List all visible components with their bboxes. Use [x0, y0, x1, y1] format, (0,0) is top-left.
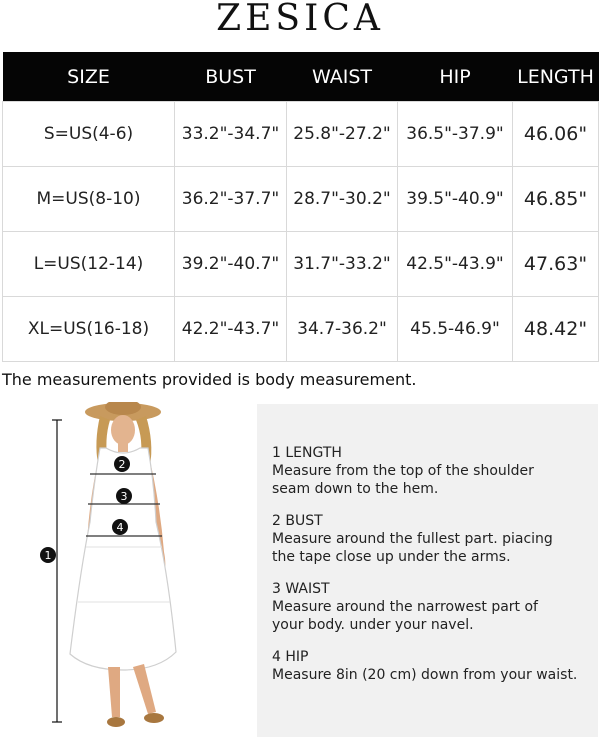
- cell-length: 46.06": [513, 102, 599, 167]
- header-bust: BUST: [175, 52, 287, 102]
- cell-bust: 42.2"-43.7": [175, 297, 287, 362]
- header-size: SIZE: [3, 52, 175, 102]
- cell-hip: 36.5"-37.9": [398, 102, 513, 167]
- cell-bust: 33.2"-34.7": [175, 102, 287, 167]
- table-row: [3, 102, 599, 167]
- cell-size: M=US(8-10): [3, 167, 175, 232]
- table-row: [3, 232, 599, 297]
- cell-length: 47.63": [513, 232, 599, 297]
- measurement-note: The measurements provided is body measurement.: [2, 370, 417, 389]
- cell-bust: 36.2"-37.7": [175, 167, 287, 232]
- cell-waist: 25.8"-27.2": [287, 102, 398, 167]
- guide-heading: 2 BUST: [272, 513, 323, 529]
- guide-item-hip: [272, 648, 582, 684]
- table-header-row: [3, 52, 599, 102]
- header-waist: WAIST: [287, 52, 398, 102]
- header-hip: HIP: [398, 52, 513, 102]
- guide-text: Measure from the top of the shoulder: [272, 463, 534, 479]
- cell-waist: 31.7"-33.2": [287, 232, 398, 297]
- header-length: LENGTH: [513, 52, 599, 102]
- cell-hip: 39.5"-40.9": [398, 167, 513, 232]
- model-figure: [28, 402, 228, 737]
- cell-waist: 28.7"-30.2": [287, 167, 398, 232]
- cell-size: L=US(12-14): [3, 232, 175, 297]
- cell-length: 46.85": [513, 167, 599, 232]
- marker-hip-label: 4: [116, 521, 124, 534]
- guide-heading: 4 HIP: [272, 649, 309, 665]
- guide-text: Measure 8in (20 cm) down from your waist.: [272, 667, 578, 683]
- cell-hip: 42.5"-43.9": [398, 232, 513, 297]
- cell-size: XL=US(16-18): [3, 297, 175, 362]
- brand-logo: ZESICA: [216, 0, 384, 39]
- cell-hip: 45.5-46.9": [398, 297, 513, 362]
- marker-length-label: 1: [44, 549, 52, 562]
- cell-size: S=US(4-6): [3, 102, 175, 167]
- cell-bust: 39.2"-40.7": [175, 232, 287, 297]
- guide-heading: 3 WAIST: [272, 581, 330, 597]
- guide-item-bust: [272, 512, 582, 566]
- guide-text: Measure around the fullest part. piacing: [272, 531, 553, 547]
- guide-item-length: [272, 444, 582, 498]
- guide-heading: 1 LENGTH: [272, 445, 342, 461]
- size-chart-table: [2, 52, 599, 362]
- guide-text: your body. under your navel.: [272, 617, 474, 633]
- guide-item-waist: [272, 580, 582, 634]
- guide-text: Measure around the narrowest part of: [272, 599, 538, 615]
- table-row: [3, 167, 599, 232]
- guide-text: seam down to the hem.: [272, 481, 439, 497]
- marker-bust-label: 2: [118, 458, 126, 471]
- guide-text: the tape close up under the arms.: [272, 549, 511, 565]
- table-row: [3, 297, 599, 362]
- cell-length: 48.42": [513, 297, 599, 362]
- marker-waist-label: 3: [120, 490, 128, 503]
- cell-waist: 34.7-36.2": [287, 297, 398, 362]
- measurement-guide-panel: [257, 404, 598, 737]
